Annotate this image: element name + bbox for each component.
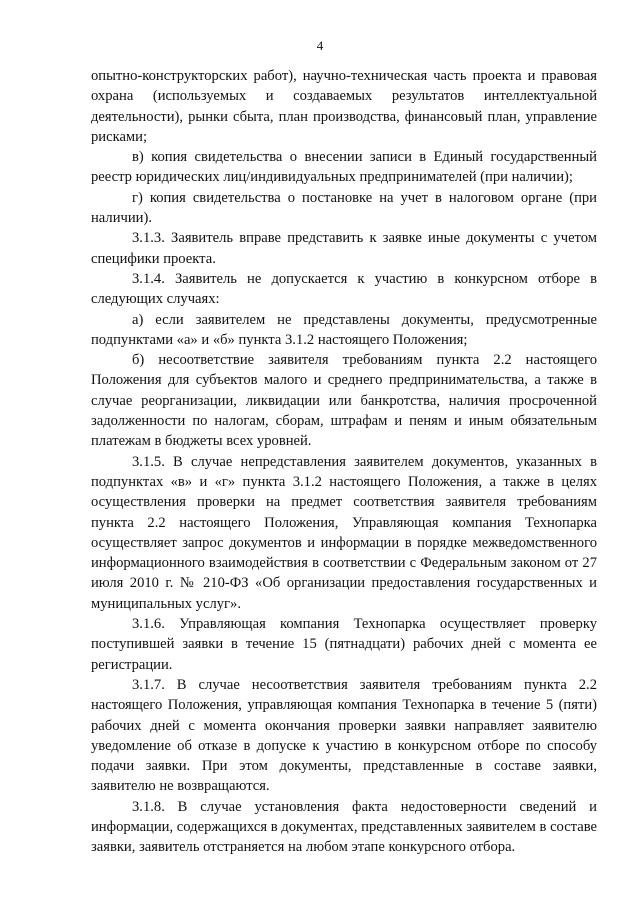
paragraph-item-b-noncompliance: б) несоответствие заявителя требованиям пункта 2.2 настоящего Положения для субъектов малого и среднего предпринимательства, а также в случае реорганизации, ликвидации или банкротства, наличия просроченной задолженности по налогам, сборам, штрафам и пеням и иным обязательным платежам в бюджеты всех уровней. [91,352,597,450]
paragraph-3-1-4: 3.1.4. Заявитель не допускается к участию в конкурсном отборе в следующих случаях: [91,270,597,308]
paragraph-3-1-3: 3.1.3. Заявитель вправе представить к заявке иные документы с учетом специфики проекта. [91,230,597,267]
document-body [91,66,597,858]
paragraph-item-v-registry-copy: в) копия свидетельства о внесении записи в Единый государственный реестр юридических лиц/индивидуальных предпринимателей (при наличии); [91,149,597,186]
paragraph-3-1-7: 3.1.7. В случае несоответствия заявителя требованиям пункта 2.2 настоящего Положения, управляющая компания Технопарка в течение 5 (пяти) рабочих дней с момента окончания проверки заявки направляет заявителю уведомление об отказе в допуске к участию в конкурсном отборе по способу подачи заявки. При этом документы, представленные в составе заявки, заявителю не возвращаются. [91,676,597,795]
paragraph-3-1-6: 3.1.6. Управляющая компания Технопарка осуществляет проверку поступившей заявки в течение 15 (пятнадцати) рабочих дней с момента ее регистрации. [91,616,597,673]
paragraph-item-a-missing-docs: а) если заявителем не представлены документы, предусмотренные подпунктами «а» и «б» пункта 3.1.2 настоящего Положения; [91,311,597,348]
page-number: 4 [316,38,324,53]
paragraph-3-1-5: 3.1.5. В случае непредставления заявителем документов, указанных в подпунктах «в» и «г» пункта 3.1.2 настоящего Положения, а также в целях осуществления проверки на предмет соответствия заявителя требованиям пункта 2.2 настоящего Положения, Управляющая компания Технопарка осуществляет запрос документов и информации в порядке межведомственного информационного взаимодействия в соответствии с Федеральным законом от 27 июля 2010 г. № 210-ФЗ «Об организации предоставления государственных и муниципальных услуг». [91,453,597,612]
paragraph-plan-continuation: опытно-конструкторских работ), научно-техническая часть проекта и правовая охрана (используемых и создаваемых результатов интеллектуальной деятельности), рынки сбыта, план производства, финансовый план, управление рисками; [91,68,597,145]
paragraph-3-1-8: 3.1.8. В случае установления факта недостоверности сведений и информации, содержащихся в документах, представленных заявителем в составе заявки, заявитель отстраняется на любом этапе конкурсного отбора. [91,798,597,856]
paragraph-item-g-tax-copy: г) копия свидетельства о постановке на учет в налоговом органе (при наличии). [91,189,597,227]
